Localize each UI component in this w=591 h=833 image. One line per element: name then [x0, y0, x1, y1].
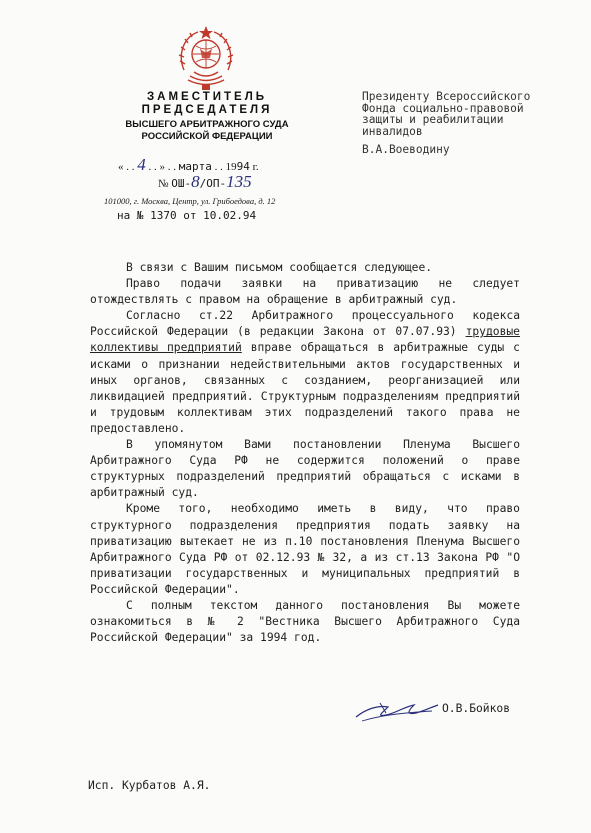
recipient-line: Президенту Всероссийского — [362, 90, 531, 103]
body-paragraph-3 — [90, 308, 520, 437]
header-title-line1: ЗАМЕСТИТЕЛЬ — [146, 91, 268, 103]
signatory-name: О.В.Бойков — [442, 702, 511, 715]
number-part3: /ОП- — [199, 177, 227, 190]
body-paragraph-3-end: вправе обращаться в арбитражные суды с исками о признании недействительными актов государственных и иных органов, связанных с созданием, реорганизацией или ликвидацией предприятий. Структурным подразделениям предприятий и трудовым коллективам этих подразделений такого права не предоставлено. — [90, 341, 520, 435]
body-paragraph-4: В упомянутом Вами постановлении Пленума Высшего Арбитражного Суда РФ не содержится положений о праве структурных подразделений предприятий обращаться с исками в арбитражный суд. — [90, 438, 520, 500]
executor-line: Исп. Курбатов А.Я. — [88, 779, 211, 792]
coat-of-arms-emblem — [176, 26, 236, 92]
recipient-line: защиты и реабилитации — [362, 113, 504, 126]
letter-body — [90, 260, 520, 646]
date-month-handwritten: марта — [178, 160, 212, 173]
header-court-line2: РОССИЙСКОЙ ФЕДЕРАЦИИ — [141, 131, 273, 142]
header-title-line2: ПРЕДСЕДАТЕЛЯ — [141, 104, 273, 116]
date-suffix: г. — [252, 161, 259, 173]
recipient-line: Фонда социально-правовой — [362, 101, 524, 115]
header-court-line1: ВЫСШЕГО АРБИТРАЖНОГО СУДА — [125, 119, 289, 130]
body-paragraph-2: Право подачи заявки на приватизацию не следует отождествлять с правом на обращение в арбитражный суд. — [90, 277, 520, 307]
body-paragraph-3-start: Согласно ст.22 Арбитражного процессуального кодекса Российской Федерации (в редакции Закона от 07.07.93) — [90, 309, 520, 339]
document-number — [158, 172, 252, 192]
date-day-handwritten: 4 — [137, 155, 146, 174]
number-part4-handwritten: 135 — [226, 172, 252, 191]
number-part2-handwritten: 8 — [191, 172, 200, 191]
date-year-suffix: 94 — [236, 160, 250, 173]
document-date: « . . 4 . . » . . марта . . 1994 г. — [118, 155, 259, 174]
recipient-name: В.А.Воеводину — [362, 143, 450, 156]
body-paragraph-5: Кроме того, необходимо иметь в виду, что право структурного подразделения предприятия подать заявку на приватизацию вытекает не из п.10 постановления Пленума Высшего Арбитражного Суда РФ от 02.12.93 № 32, а из ст.13 Закона РФ "О приватизации государственных и муниципальных предприятий в Российской Федерации". — [90, 502, 520, 596]
body-paragraph-1: В связи с Вашим письмом сообщается следующее. — [126, 261, 433, 274]
number-prefix: № — [158, 178, 169, 190]
recipient-line: инвалидов — [362, 124, 423, 138]
date-close-quote: » — [159, 161, 165, 173]
recipient-block — [362, 91, 572, 137]
handwritten-signature — [352, 697, 442, 727]
reference-line: на № 1370 от 10.02.94 — [117, 209, 257, 222]
date-year-prefix: 19 — [225, 161, 237, 173]
body-paragraph-6: С полным текстом данного постановления Вы можете ознакомиться в № 2 "Вестника Высшего Арбитражного Суда Российской Федерации" за 1994 год. — [90, 598, 520, 645]
body-paragraph-3-underlined: трудовые коллективы предприятий — [90, 325, 520, 355]
date-open-quote: « — [118, 161, 124, 173]
number-part1: ОШ- — [171, 177, 192, 190]
sender-address: 101000, г. Москва, Центр, ул. Грибоедова, д. 12 — [104, 196, 276, 206]
